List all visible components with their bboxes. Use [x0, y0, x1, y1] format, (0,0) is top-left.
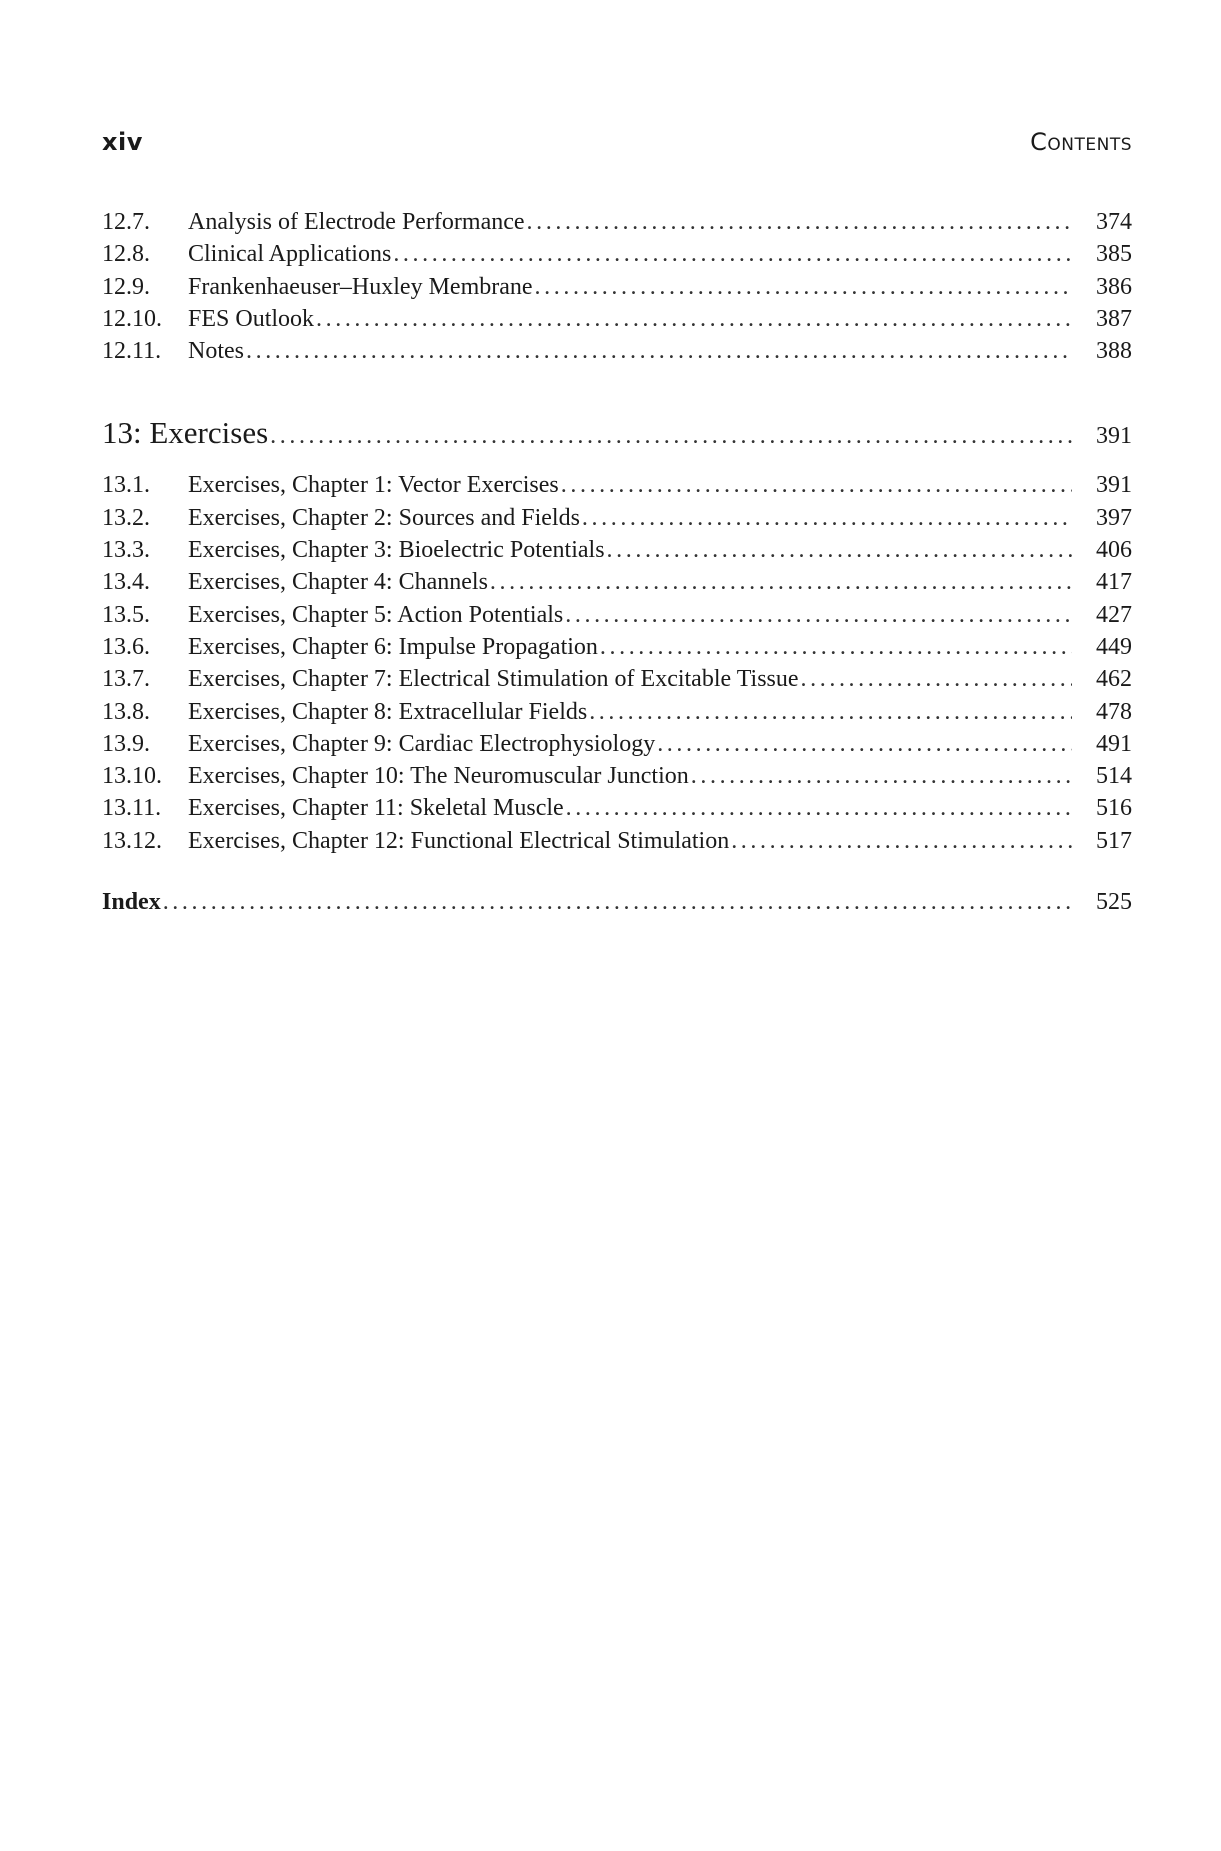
- dot-leader: [801, 663, 1072, 695]
- toc-chapter-heading[interactable]: [102, 415, 1132, 459]
- toc-entry-title: Exercises, Chapter 7: Electrical Stimulation of Excitable Tissue: [188, 666, 799, 693]
- page-number: xiv: [102, 128, 143, 156]
- toc-entry-title: Exercises, Chapter 11: Skeletal Muscle: [188, 795, 564, 822]
- toc-entry[interactable]: [102, 760, 1132, 792]
- toc-entry-title: Exercises, Chapter 2: Sources and Fields: [188, 504, 580, 531]
- toc-entry[interactable]: [102, 469, 1132, 501]
- toc-entry-number: 13.8.: [102, 698, 150, 725]
- toc-entry-number: 13.7.: [102, 666, 150, 693]
- dot-leader: [731, 825, 1072, 857]
- index-page: 525: [1096, 889, 1132, 916]
- toc-entry[interactable]: [102, 599, 1132, 631]
- dot-leader: [527, 206, 1072, 238]
- toc-entry-title: Exercises, Chapter 5: Action Potentials: [188, 601, 564, 628]
- toc-entry-number: 13.6.: [102, 633, 150, 660]
- running-head: [102, 128, 1132, 164]
- toc-entry[interactable]: [102, 335, 1132, 367]
- dot-leader: [600, 631, 1072, 663]
- toc-entry-page: 516: [1096, 795, 1132, 822]
- toc-entry-number: 12.11.: [102, 338, 162, 365]
- toc-entry[interactable]: [102, 631, 1132, 663]
- dot-leader: [566, 792, 1072, 824]
- dot-leader: [393, 238, 1072, 270]
- toc-entry-number: 13.9.: [102, 730, 150, 757]
- toc-entry-page: 387: [1096, 305, 1132, 332]
- toc-entry[interactable]: [102, 728, 1132, 760]
- dot-leader: [657, 728, 1072, 760]
- toc-entry[interactable]: [102, 206, 1132, 238]
- toc-entry-number: 13.2.: [102, 504, 150, 531]
- toc-entry[interactable]: [102, 271, 1132, 303]
- dot-leader: [589, 696, 1072, 728]
- toc-entry-title: Exercises, Chapter 12: Functional Electrical Stimulation: [188, 827, 730, 854]
- dot-leader: [582, 502, 1072, 534]
- toc-entry[interactable]: [102, 663, 1132, 695]
- toc-entry-number: 12.8.: [102, 241, 150, 268]
- running-title: Contents: [1030, 128, 1132, 156]
- toc-entry-title: Exercises, Chapter 6: Impulse Propagation: [188, 633, 598, 660]
- toc-entry-number: 13.3.: [102, 537, 150, 564]
- toc-entry-page: 386: [1096, 273, 1132, 300]
- dot-leader: [561, 469, 1072, 501]
- chapter-title: 13: Exercises: [102, 415, 269, 451]
- chapter-page: 391: [1096, 423, 1132, 450]
- toc-entry-title: Analysis of Electrode Performance: [188, 209, 525, 235]
- toc-entry[interactable]: [102, 534, 1132, 566]
- toc-entry-number: 13.10.: [102, 763, 162, 790]
- toc-entry-number: 12.9.: [102, 273, 150, 300]
- toc-entry-title: Exercises, Chapter 10: The Neuromuscular Junction: [188, 763, 689, 790]
- toc-entry-title: Exercises, Chapter 4: Channels: [188, 569, 488, 596]
- toc-entry-page: 397: [1096, 504, 1132, 531]
- toc-entry[interactable]: [102, 825, 1132, 857]
- toc-entry-page: 478: [1096, 698, 1132, 725]
- dot-leader: [163, 889, 1072, 916]
- dot-leader: [607, 534, 1072, 566]
- toc-entry-page: 462: [1096, 666, 1132, 693]
- toc-entry-number: 13.5.: [102, 601, 150, 628]
- index-title: Index: [102, 889, 161, 916]
- toc-entry-title: Exercises, Chapter 9: Cardiac Electrophysiology: [188, 730, 656, 757]
- toc-entry-page: 388: [1096, 338, 1132, 365]
- toc-entry-page: 406: [1096, 537, 1132, 564]
- toc-group-chapter-13: [102, 469, 1132, 857]
- toc-entry[interactable]: [102, 238, 1132, 270]
- toc-entry-page: 491: [1096, 730, 1132, 757]
- dot-leader: [490, 566, 1072, 598]
- toc-entry-page: 417: [1096, 569, 1132, 596]
- dot-leader: [246, 335, 1072, 367]
- toc-entry-title: Exercises, Chapter 1: Vector Exercises: [188, 472, 559, 499]
- toc-entry-page: 385: [1096, 241, 1132, 268]
- toc-entry-title: Notes: [188, 338, 244, 365]
- toc-entry-page: 374: [1096, 209, 1132, 235]
- toc-entry-page: 449: [1096, 633, 1132, 660]
- toc-entry-number: 13.1.: [102, 472, 150, 499]
- toc-entry-page: 517: [1096, 827, 1132, 854]
- dot-leader: [565, 599, 1072, 631]
- toc-entry-page: 391: [1096, 472, 1132, 499]
- dot-leader: [270, 423, 1072, 450]
- toc-entry-title: FES Outlook: [188, 305, 315, 332]
- toc-entry-title: Exercises, Chapter 3: Bioelectric Potentials: [188, 537, 605, 564]
- dot-leader: [316, 303, 1072, 335]
- toc-entry-number: 13.4.: [102, 569, 150, 596]
- toc-entry-number: 12.10.: [102, 305, 162, 332]
- toc-entry-page: 427: [1096, 601, 1132, 628]
- toc-entry-number: 12.7.: [102, 209, 150, 235]
- toc-index-entry[interactable]: [102, 889, 1132, 921]
- toc-entry-title: Frankenhaeuser–Huxley Membrane: [188, 273, 533, 300]
- toc-group-chapter-12: [102, 206, 1132, 367]
- toc-entry-number: 13.11.: [102, 795, 162, 822]
- toc-entry[interactable]: [102, 502, 1132, 534]
- toc-entry[interactable]: [102, 792, 1132, 824]
- dot-leader: [535, 271, 1072, 303]
- toc-entry-title: Clinical Applications: [188, 241, 392, 268]
- toc-entry[interactable]: [102, 696, 1132, 728]
- toc-entry-page: 514: [1096, 763, 1132, 790]
- toc-page: [102, 128, 1132, 921]
- dot-leader: [691, 760, 1072, 792]
- toc-entry[interactable]: [102, 566, 1132, 598]
- toc-entry-title: Exercises, Chapter 8: Extracellular Fields: [188, 698, 588, 725]
- toc-entry[interactable]: [102, 303, 1132, 335]
- toc-entry-number: 13.12.: [102, 827, 162, 854]
